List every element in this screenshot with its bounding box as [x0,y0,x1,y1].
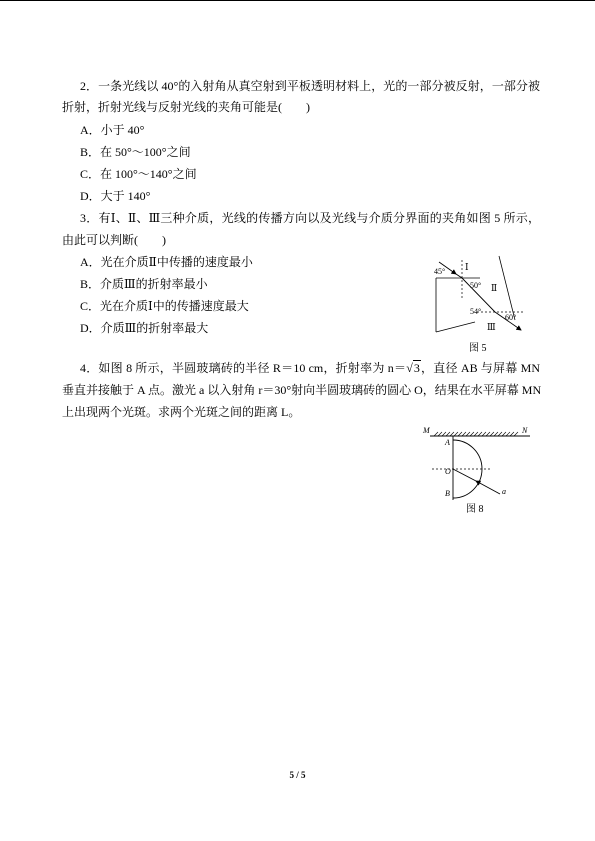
angle-1-label: 50° [470,281,482,290]
sqrt-expression [406,361,421,375]
angle-2-label: 54° [470,307,482,316]
q4-stem-text-after: ，直径 AB 与屏幕 MN [420,361,540,375]
q2-stem-line-1: 2．一条光线以 40°的入射角从真空射到平板透明材料上，光的一部分被反射，一部分被 [80,79,540,93]
q3-option-b: B．介质Ⅲ的折射率最小 [80,277,208,291]
laser-ray-a [476,481,500,494]
label-laser-a: a [502,487,506,496]
figure-8-caption: 图 8 [466,504,484,515]
label-n: N [522,426,528,435]
laser-ray-a-inner [453,469,476,481]
medium-1-label: Ⅰ [465,262,469,272]
figure-8 [420,422,535,517]
q2-option-b: B．在 50°～100°之间 [80,145,191,159]
top-rule [0,0,595,1]
medium-2-label: Ⅱ [491,283,498,293]
label-o: O [445,467,451,476]
angle-top-label: 45° [434,267,446,276]
screen-hatching [434,432,518,436]
sqrt-radicand: 3 [413,361,420,375]
figure-5 [425,250,530,360]
q4-stem-line-1 [80,361,540,375]
q2-stem-line-2: 折射，折射光线与反射光线的夹角可能是( ) [62,100,310,114]
label-m: M [423,426,430,435]
q3-option-c: C．光在介质Ⅰ中的传播速度最大 [80,299,249,313]
medium-3-label: Ⅲ [487,322,496,332]
label-b: B [445,489,450,498]
q3-option-a: A．光在介质Ⅱ中传播的速度最小 [80,255,253,269]
sqrt-sign: √ [406,361,413,375]
page-number: 5 / 5 [289,770,306,780]
boundary-slanted-line [499,256,515,320]
q2-option-a: A．小于 40° [80,123,145,137]
figure-5-caption: 图 5 [469,343,487,354]
label-a-point: A [445,438,450,447]
q3-stem-line-2: 由此可以判断( ) [62,233,166,247]
boundary-bottom-line [436,322,475,332]
q4-stem-line-2: 垂直并接触于 A 点。激光 a 以入射角 r＝30°射向半圆玻璃砖的圆心 O，结果在水平屏幕 MN [62,383,542,397]
q4-stem-text-before: 4．如图 8 所示，半圆玻璃砖的半径 R＝10 cm，折射率为 n＝ [80,361,407,375]
q3-option-d: D．介质Ⅲ的折射率最大 [80,321,209,335]
q3-stem-line-1: 3．有Ⅰ、Ⅱ、Ⅲ三种介质，光线的传播方向以及光线与介质分界面的夹角如图 5 所示， [80,211,540,225]
q2-option-d: D．大于 140° [80,189,151,203]
q2-option-c: C．在 100°～140°之间 [80,167,197,181]
angle-3-label: 60° [505,313,517,322]
q4-stem-line-3: 上出现两个光斑。求两个光斑之间的距离 L。 [62,405,301,419]
